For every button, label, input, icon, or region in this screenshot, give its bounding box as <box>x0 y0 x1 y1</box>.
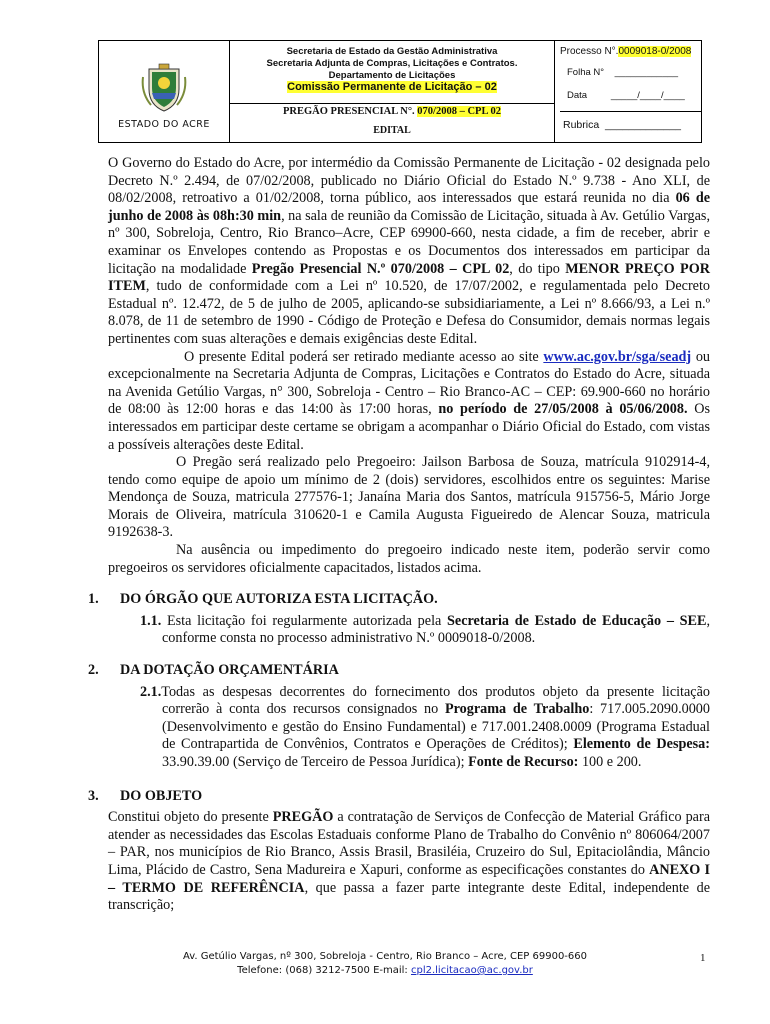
authorizing-agency: Secretaria de Estado de Educação – SEE <box>447 612 707 629</box>
agency-line-2: Secretaria Adjunta de Compras, Licitações e Contratos. <box>266 58 518 69</box>
section-2-1-text-g: 100 e 200. <box>578 754 642 770</box>
intro-text-g: , tudo de conformidade com a Lei nº 10.520, de 17/07/2002, e regulamentada pelo Decreto Estadual nº. 12.472, de 5 de julho de 2005, aplicando-se subsidiariamente, a Lei nº 8.666/93, a Lei n.º 8.078, de 11 de setembro de 1990 - Código de Proteção e Defesa do Consumidor, demais normas legais pertinentes com suas alterações e demais exigências deste Edital. <box>108 278 710 347</box>
website-link[interactable]: www.ac.gov.br/sga/seadj <box>543 348 692 365</box>
pregao-number: 070/2008 – CPL 02 <box>417 106 502 117</box>
annex-reference: ANEXO I – TERMO DE REFERÊNCIA <box>108 861 710 896</box>
agency-line-3: Departamento de Licitações <box>328 70 456 81</box>
section-1-1-number: 1.1. <box>140 612 162 629</box>
intro-text-a: O Governo do Estado do Acre, por intermédio da Comissão Permanente de Licitação - 02 designada pelo Decreto N.º 2.494, de 07/02/2008, publicado no Diário Oficial do Estado N.º 9.738 - Ano XLI, de 08/02/2008, retroativo a 01/02/2008, torna público, aos interessados que estará reunida no dia <box>108 155 710 207</box>
process-block <box>555 41 701 142</box>
agency-line-1: Secretaria de Estado da Gestão Administrativa <box>286 46 498 57</box>
footer-email-link[interactable]: cpl2.licitacao@ac.gov.br <box>410 965 533 976</box>
funding-source-label: Fonte de Recurso: <box>468 754 579 770</box>
logo-cell <box>99 41 230 142</box>
folha-label: Folha N° <box>567 67 605 78</box>
section-2-title: DA DOTAÇÃO ORÇAMENTÁRIA <box>120 662 339 679</box>
rubrica-label: Rubrica <box>563 119 600 131</box>
section-3-text-e: , que passa a fazer parte integrante deste Edital, independente de transcrição; <box>108 879 710 914</box>
section-3-title: DO OBJETO <box>120 787 203 804</box>
bid-type: MENOR PREÇO POR ITEM <box>108 260 710 295</box>
access-period: no período de 27/05/2008 à 05/06/2008. <box>438 401 688 418</box>
section-1-number: 1. <box>88 591 99 608</box>
section-2-1-number: 2.1. <box>140 683 162 700</box>
access-text-a: O presente Edital poderá ser retirado mediante acesso ao site <box>184 348 544 365</box>
rubrica-field <box>563 119 681 131</box>
footer-phone: Telefone: (068) 3212-7500 E-mail: <box>237 965 411 976</box>
pregao-word: PREGÃO <box>272 809 334 826</box>
document-body <box>88 155 711 915</box>
intro-text-e: , do tipo <box>509 260 566 277</box>
commission-highlight: Comissão Permanente de Licitação – 02 <box>287 81 497 93</box>
section-2-1-text-a: Todas as despesas decorrentes do fornecimento dos produtos objeto da presente licitação correrão à conta dos recursos consignados no <box>161 683 710 718</box>
section-1-1-text-c: , conforme consta no processo administrativo N.º 0009018-0/2008. <box>162 612 710 647</box>
edital-access-paragraph <box>108 349 710 455</box>
pregao-prefix: PREGÃO PRESENCIAL N°. <box>282 106 418 117</box>
section-1-heading <box>88 591 710 609</box>
section-3-paragraph <box>108 809 710 915</box>
work-program-label: Programa de Trabalho <box>444 701 590 718</box>
process-number <box>560 46 691 57</box>
section-2-1-text-e: 33.90.39.00 (Serviço de Terceiro de Pessoa Jurídica); <box>162 754 469 770</box>
intro-text-c: , na sala de reunião da Comissão de Licitação, situada à Av. Getúlio Vargas, nº 300, Sobreloja, Centro, Rio Branco–Acre, CEP 69900-660, nesta cidade, a fim de receber, abrir e examinar os Envelopes contendo as Propostas e os Documentos dos interessados em participar da licitação na modalidade <box>108 207 710 277</box>
section-2-heading <box>88 662 710 680</box>
session-date: 06 de junho de 2008 às 08h:30 min <box>108 190 711 224</box>
page-footer <box>0 950 770 978</box>
section-2-number: 2. <box>88 662 99 679</box>
footer-contact <box>0 964 770 978</box>
section-1-title: DO ÓRGÃO QUE AUTORIZA ESTA LICITAÇÃO. <box>120 591 438 608</box>
intro-paragraph <box>108 155 710 349</box>
date-blank: _____/____/____ <box>610 90 685 101</box>
rubrica-blank: _____________ <box>605 119 681 131</box>
state-name: ESTADO DO ACRE <box>118 119 210 130</box>
section-1-1 <box>108 613 710 648</box>
process-value: 0009018-0/2008 <box>618 46 692 57</box>
section-1-1-text-a: Esta licitação foi regularmente autorizada pela <box>161 612 448 629</box>
date-label: Data <box>567 90 588 101</box>
agency-block <box>230 41 555 142</box>
section-3-text-a: Constitui objeto do presente <box>108 809 273 826</box>
section-2-1 <box>108 684 710 772</box>
pregoeiro-paragraph: O Pregão será realizado pelo Pregoeiro: Jailson Barbosa de Souza, matrícula 9102914-4, tendo como equipe de apoio um mínimo de 2 (dois) servidores, escolhidos entre os seguintes: Marise Mendonça de Souza, matricula 277576-1; Janaína Maria dos Santos, matrícula 915756-5, Mário Jorge Morais de Oliveira, matrícula 310620-1 e Camila Augusta Figueiredo de Alencar Souza, matricula 9192638-3. <box>108 454 710 541</box>
access-text-d: Os interessados em participar deste certame se obrigam a acompanhar o Diário Oficial do Estado, com vistas a possíveis alterações deste Edital. <box>108 401 710 453</box>
process-label: Processo N°. <box>560 46 619 57</box>
section-3-heading <box>88 787 710 806</box>
section-2-1-text-c: : 717.005.2090.0000 (Desenvolvimento e gestão do Ensino Fundamental) e 717.001.2408.0009 (Programa Estadual de Contrapartida de Convênios, Contratos e Operações de Créditos); <box>162 701 710 753</box>
section-3-text-c: a contratação de Serviços de Confecção de Material Gráfico para atender as necessidades das Escolas Estaduais conforme Plano de Trabalho do Convênio nº 806064/2007 – PAR, nos municípios de Rio Branco, Assis Brasil, Brasiléia, Cruzeiro do Sul, Epitaciolândia, Mâncio Lima, Plácido de Castro, Sena Madureira e Xapuri, conforme as especificações constantes do <box>108 809 710 878</box>
process-divider <box>560 111 701 112</box>
footer-address: Av. Getúlio Vargas, nº 300, Sobreloja - Centro, Rio Branco – Acre, CEP 69900-660 <box>182 951 587 962</box>
access-text-b: ou excepcionalmente na Secretaria Adjunta de Compras, Licitações e Contratos do Estado do Acre, situada na Avenida Getúlio Vargas, n° 300, Sobreloja - Centro – Rio Branco-AC – CEP: 69.900-660 no horário de 08:00 às 12:00 horas e das 14:00 às 17:00 horas, <box>108 348 711 418</box>
edital-label: EDITAL <box>373 125 411 136</box>
modality: Pregão Presencial N.º 070/2008 – CPL 02 <box>251 260 510 277</box>
pregao-title <box>230 103 554 117</box>
folha-field <box>567 67 678 78</box>
commission-line <box>230 81 554 93</box>
substitute-paragraph: Na ausência ou impedimento do pregoeiro indicado neste item, poderão servir como pregoeiros os servidores oficialmente capacitados, listados acima. <box>108 542 710 576</box>
expense-element-label: Elemento de Despesa: <box>573 736 710 753</box>
folha-blank: ____________ <box>614 67 679 78</box>
letterhead <box>98 40 702 143</box>
page-number: 1 <box>700 952 706 964</box>
state-seal-icon <box>141 63 187 113</box>
date-field <box>567 90 685 101</box>
section-3-number: 3. <box>88 787 99 804</box>
